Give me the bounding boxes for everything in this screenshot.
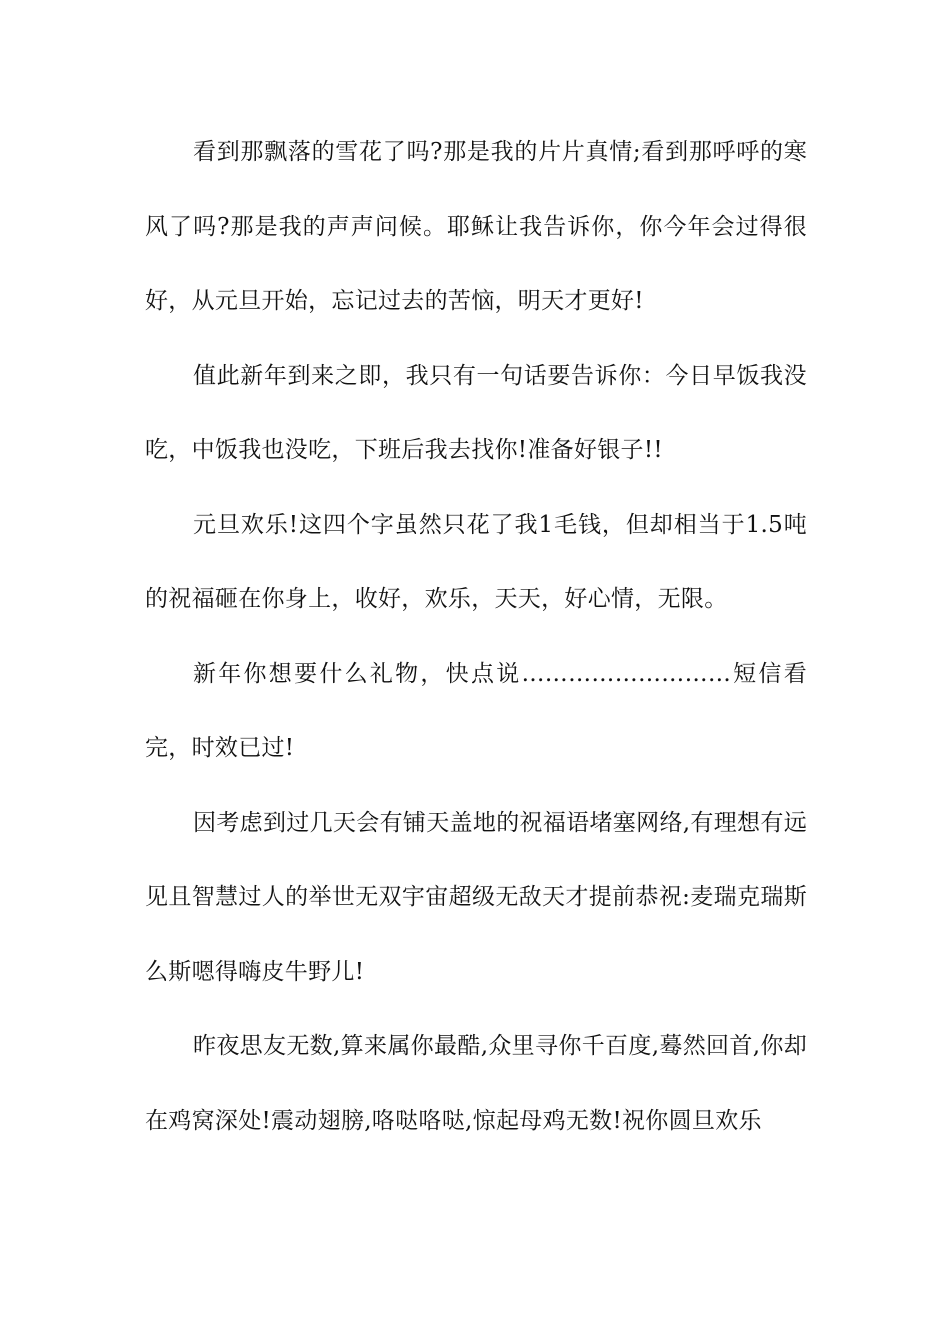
paragraph-1: 看到那飘落的雪花了吗?那是我的片片真情;看到那呼呼的寒风了吗?那是我的声声问候。耶稣让我告诉你，你今年会过得很好，从元旦开始，忘记过去的苦恼，明天才更好! xyxy=(145,139,807,314)
paragraph-6: 昨夜思友无数,算来属你最酷,众里寻你千百度,蓦然回首,你却在鸡窝深处!震动翅膀,咯哒咯哒,惊起母鸡无数!祝你圆旦欢乐 xyxy=(145,1033,807,1134)
paragraph-3: 元旦欢乐!这四个字虽然只花了我1毛钱，但却相当于1.5吨的祝福砸在你身上，收好，欢乐，天天，好心情，无限。 xyxy=(145,511,807,612)
paragraph-4: 新年你想要什么礼物，快点说………………………短信看完，时效已过! xyxy=(145,660,807,761)
document-body xyxy=(145,115,807,1158)
paragraph-5: 因考虑到过几天会有铺天盖地的祝福语堵塞网络,有理想有远见且智慧过人的举世无双宇宙超级无敌天才提前恭祝:麦瑞克瑞斯么斯嗯得嗨皮牛野儿! xyxy=(145,809,807,985)
paragraph-2: 值此新年到来之即，我只有一句话要告诉你：今日早饭我没吃，中饭我也没吃，下班后我去找你!准备好银子!! xyxy=(145,362,807,463)
